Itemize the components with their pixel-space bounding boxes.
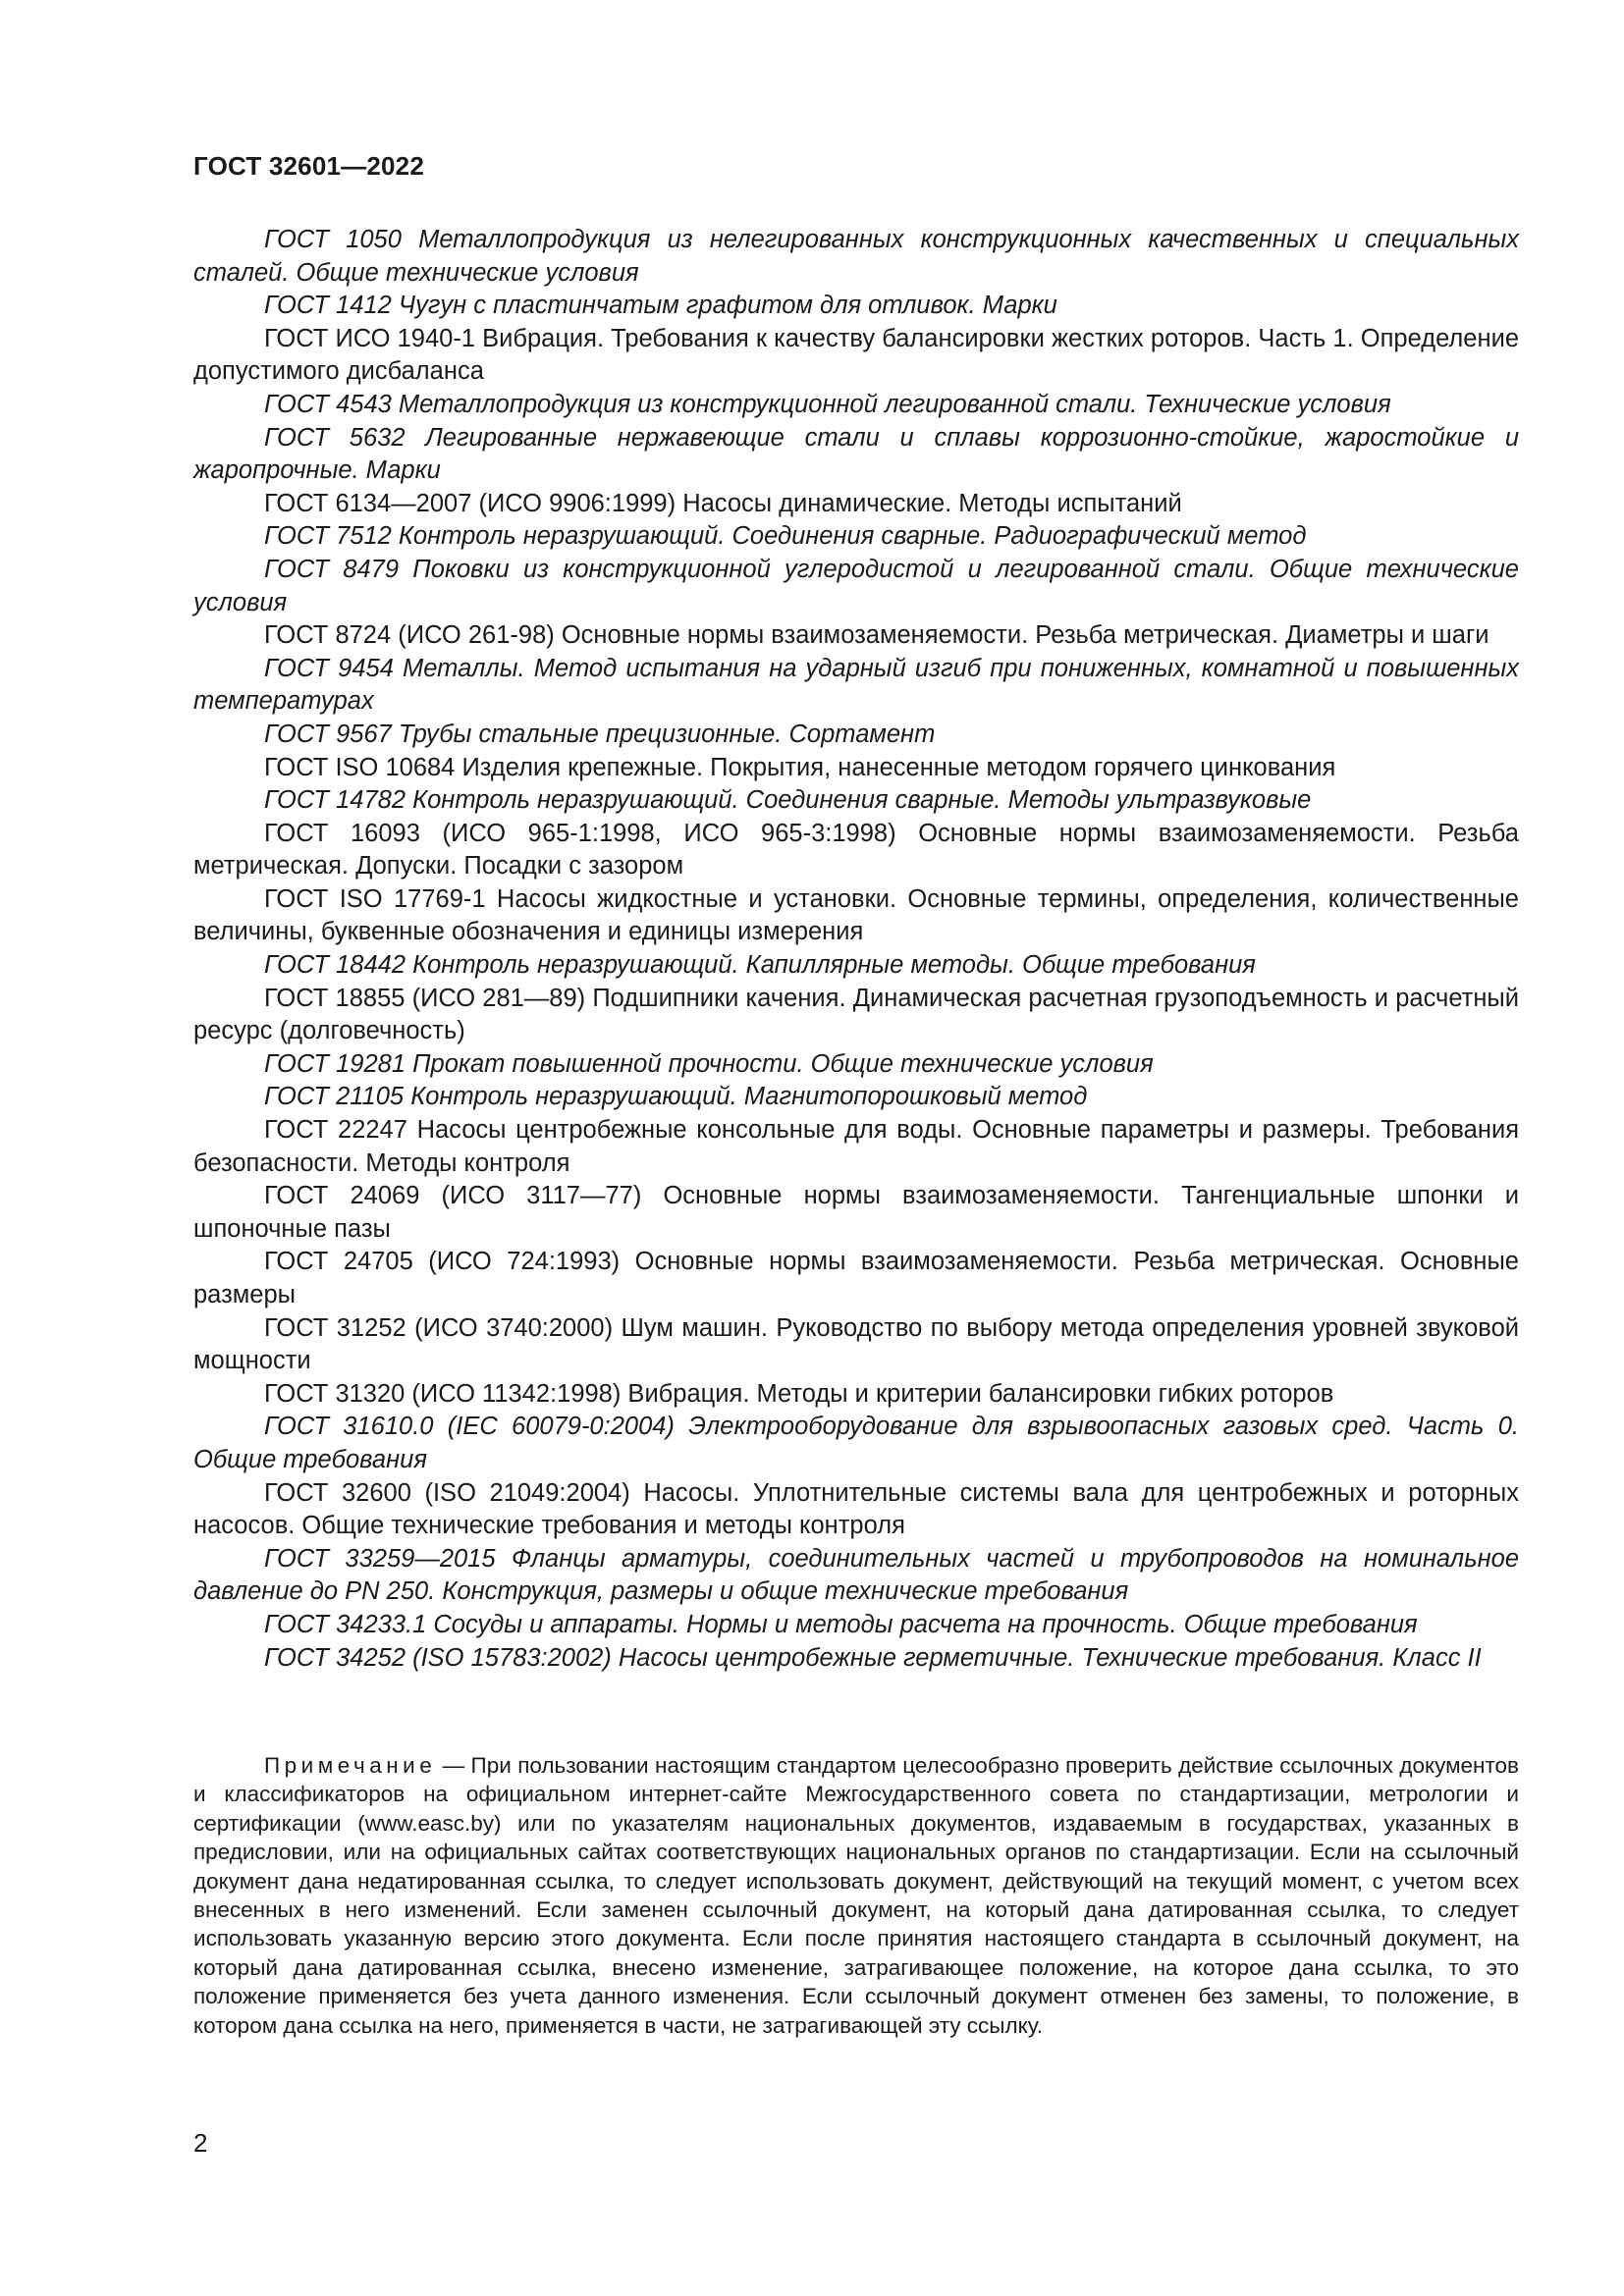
reference-item: ГОСТ 31252 (ИСО 3740:2000) Шум машин. Руководство по выбору метода определения уровней звуковой мощности xyxy=(193,1313,1519,1375)
reference-item: ГОСТ ISO 10684 Изделия крепежные. Покрытия, нанесенные методом горячего цинкования xyxy=(264,753,1336,781)
document-header: ГОСТ 32601—2022 xyxy=(193,151,424,181)
reference-item: ГОСТ 34233.1 Сосуды и аппараты. Нормы и методы расчета на прочность. Общие требования xyxy=(264,1610,1418,1638)
reference-item: ГОСТ 9454 Металлы. Метод испытания на ударный изгиб при пониженных, комнатной и повышенных температурах xyxy=(193,654,1519,716)
reference-item: ГОСТ 33259—2015 Фланцы арматуры, соединительных частей и трубопроводов на номинальное давление до PN 250. Конструкция, размеры и общие технические требования xyxy=(193,1544,1519,1606)
reference-item: ГОСТ 21105 Контроль неразрушающий. Магнитопорошковый метод xyxy=(264,1083,1088,1111)
note-label: Примечание xyxy=(264,1753,437,1778)
reference-item: ГОСТ 24705 (ИСО 724:1993) Основные нормы взаимозаменяемости. Резьба метрическая. Основные размеры xyxy=(193,1248,1519,1308)
reference-item: ГОСТ 31320 (ИСО 11342:1998) Вибрация. Методы и критерии балансировки гибких роторов xyxy=(264,1379,1334,1408)
page-number: 2 xyxy=(193,2128,208,2158)
reference-item: ГОСТ 31610.0 (IEC 60079-0:2004) Электрооборудование для взрывоопасных газовых сред. Часть 0. Общие требования xyxy=(193,1413,1519,1473)
reference-item: ГОСТ 22247 Насосы центробежные консольные для воды. Основные параметры и размеры. Требования безопасности. Методы контроля xyxy=(193,1116,1519,1177)
reference-item: ГОСТ ИСО 1940-1 Вибрация. Требования к качеству балансировки жестких роторов. Часть 1. Определение допустимого дисбаланса xyxy=(193,324,1519,386)
reference-item: ГОСТ 18855 (ИСО 281—89) Подшипники качения. Динамическая расчетная грузоподъемность и расчетный ресурс (долговечность) xyxy=(193,984,1519,1045)
reference-item: ГОСТ 34252 (ISO 15783:2002) Насосы центробежные герметичные. Технические требования. Класс II xyxy=(264,1643,1482,1672)
note-paragraph xyxy=(193,1751,1519,2040)
reference-item: ГОСТ 9567 Трубы стальные прецизионные. Сортамент xyxy=(264,720,936,748)
reference-item: ГОСТ 18442 Контроль неразрушающий. Капиллярные методы. Общие требования xyxy=(264,951,1256,980)
reference-item: ГОСТ 16093 (ИСО 965-1:1998, ИСО 965-3:1998) Основные нормы взаимозаменяемости. Резьба метрическая. Допуски. Посадки с зазором xyxy=(193,819,1519,881)
note-text: — При пользовании настоящим стандартом целесообразно проверить действие ссылочных документов и классификаторов на официальном интернет-сайте Межгосударственного совета по стандартизации, метрологии и сертификации (www.easc.by) или по указателям национальных документов, издаваемым в государствах, указанных в предисловии, или на официальных сайтах соответствующих национальных органов по стандартизации. Если на ссылочный документ дана недатированная ссылка, то следует использовать документ, действующий на текущий момент, с учетом всех внесенных в него изменений. Если заменен ссылочный документ, на который дана датированная ссылка, то следует использовать указанную версию этого документа. Если после принятия настоящего стандарта в ссылочный документ, на который дана датированная ссылка, внесено изменение, затрагивающее положение, на которое дана ссылка, то это положение применяется без учета данного изменения. Если ссылочный документ отменен без замены, то положение, в котором дана ссылка на него, применяется в части, не затрагивающей эту ссылку. xyxy=(193,1753,1519,2038)
reference-item: ГОСТ 4543 Металлопродукция из конструкционной легированной стали. Технические условия xyxy=(264,390,1391,418)
reference-item: ГОСТ 7512 Контроль неразрушающий. Соединения сварные. Радиографический метод xyxy=(264,522,1307,551)
normative-references-list xyxy=(193,224,1519,1675)
reference-item: ГОСТ 8479 Поковки из конструкционной углеродистой и легированной стали. Общие технические условия xyxy=(193,555,1519,616)
reference-item: ГОСТ ISO 17769-1 Насосы жидкостные и установки. Основные термины, определения, количественные величины, буквенные обозначения и единицы измерения xyxy=(193,884,1519,946)
reference-item: ГОСТ 19281 Прокат повышенной прочности. Общие технические условия xyxy=(264,1049,1154,1078)
reference-item: ГОСТ 8724 (ИСО 261-98) Основные нормы взаимозаменяемости. Резьба метрическая. Диаметры и шаги xyxy=(264,621,1489,650)
reference-item: ГОСТ 6134—2007 (ИСО 9906:1999) Насосы динамические. Методы испытаний xyxy=(264,489,1182,517)
reference-item: ГОСТ 32600 (ISO 21049:2004) Насосы. Уплотнительные системы вала для центробежных и роторных насосов. Общие технические требования и методы контроля xyxy=(193,1478,1519,1540)
reference-item: ГОСТ 1412 Чугун с пластинчатым графитом для отливок. Марки xyxy=(264,292,1057,320)
reference-item: ГОСТ 1050 Металлопродукция из нелегированных конструкционных качественных и специальных сталей. Общие технические условия xyxy=(193,226,1519,287)
reference-item: ГОСТ 24069 (ИСО 3117—77) Основные нормы взаимозаменяемости. Тангенциальные шпонки и шпоночные пазы xyxy=(193,1182,1519,1243)
reference-item: ГОСТ 5632 Легированные нержавеющие стали и сплавы коррозионно-стойкие, жаростойкие и жаропрочные. Марки xyxy=(193,423,1519,485)
reference-item: ГОСТ 14782 Контроль неразрушающий. Соединения сварные. Методы ультразвуковые xyxy=(264,786,1312,815)
